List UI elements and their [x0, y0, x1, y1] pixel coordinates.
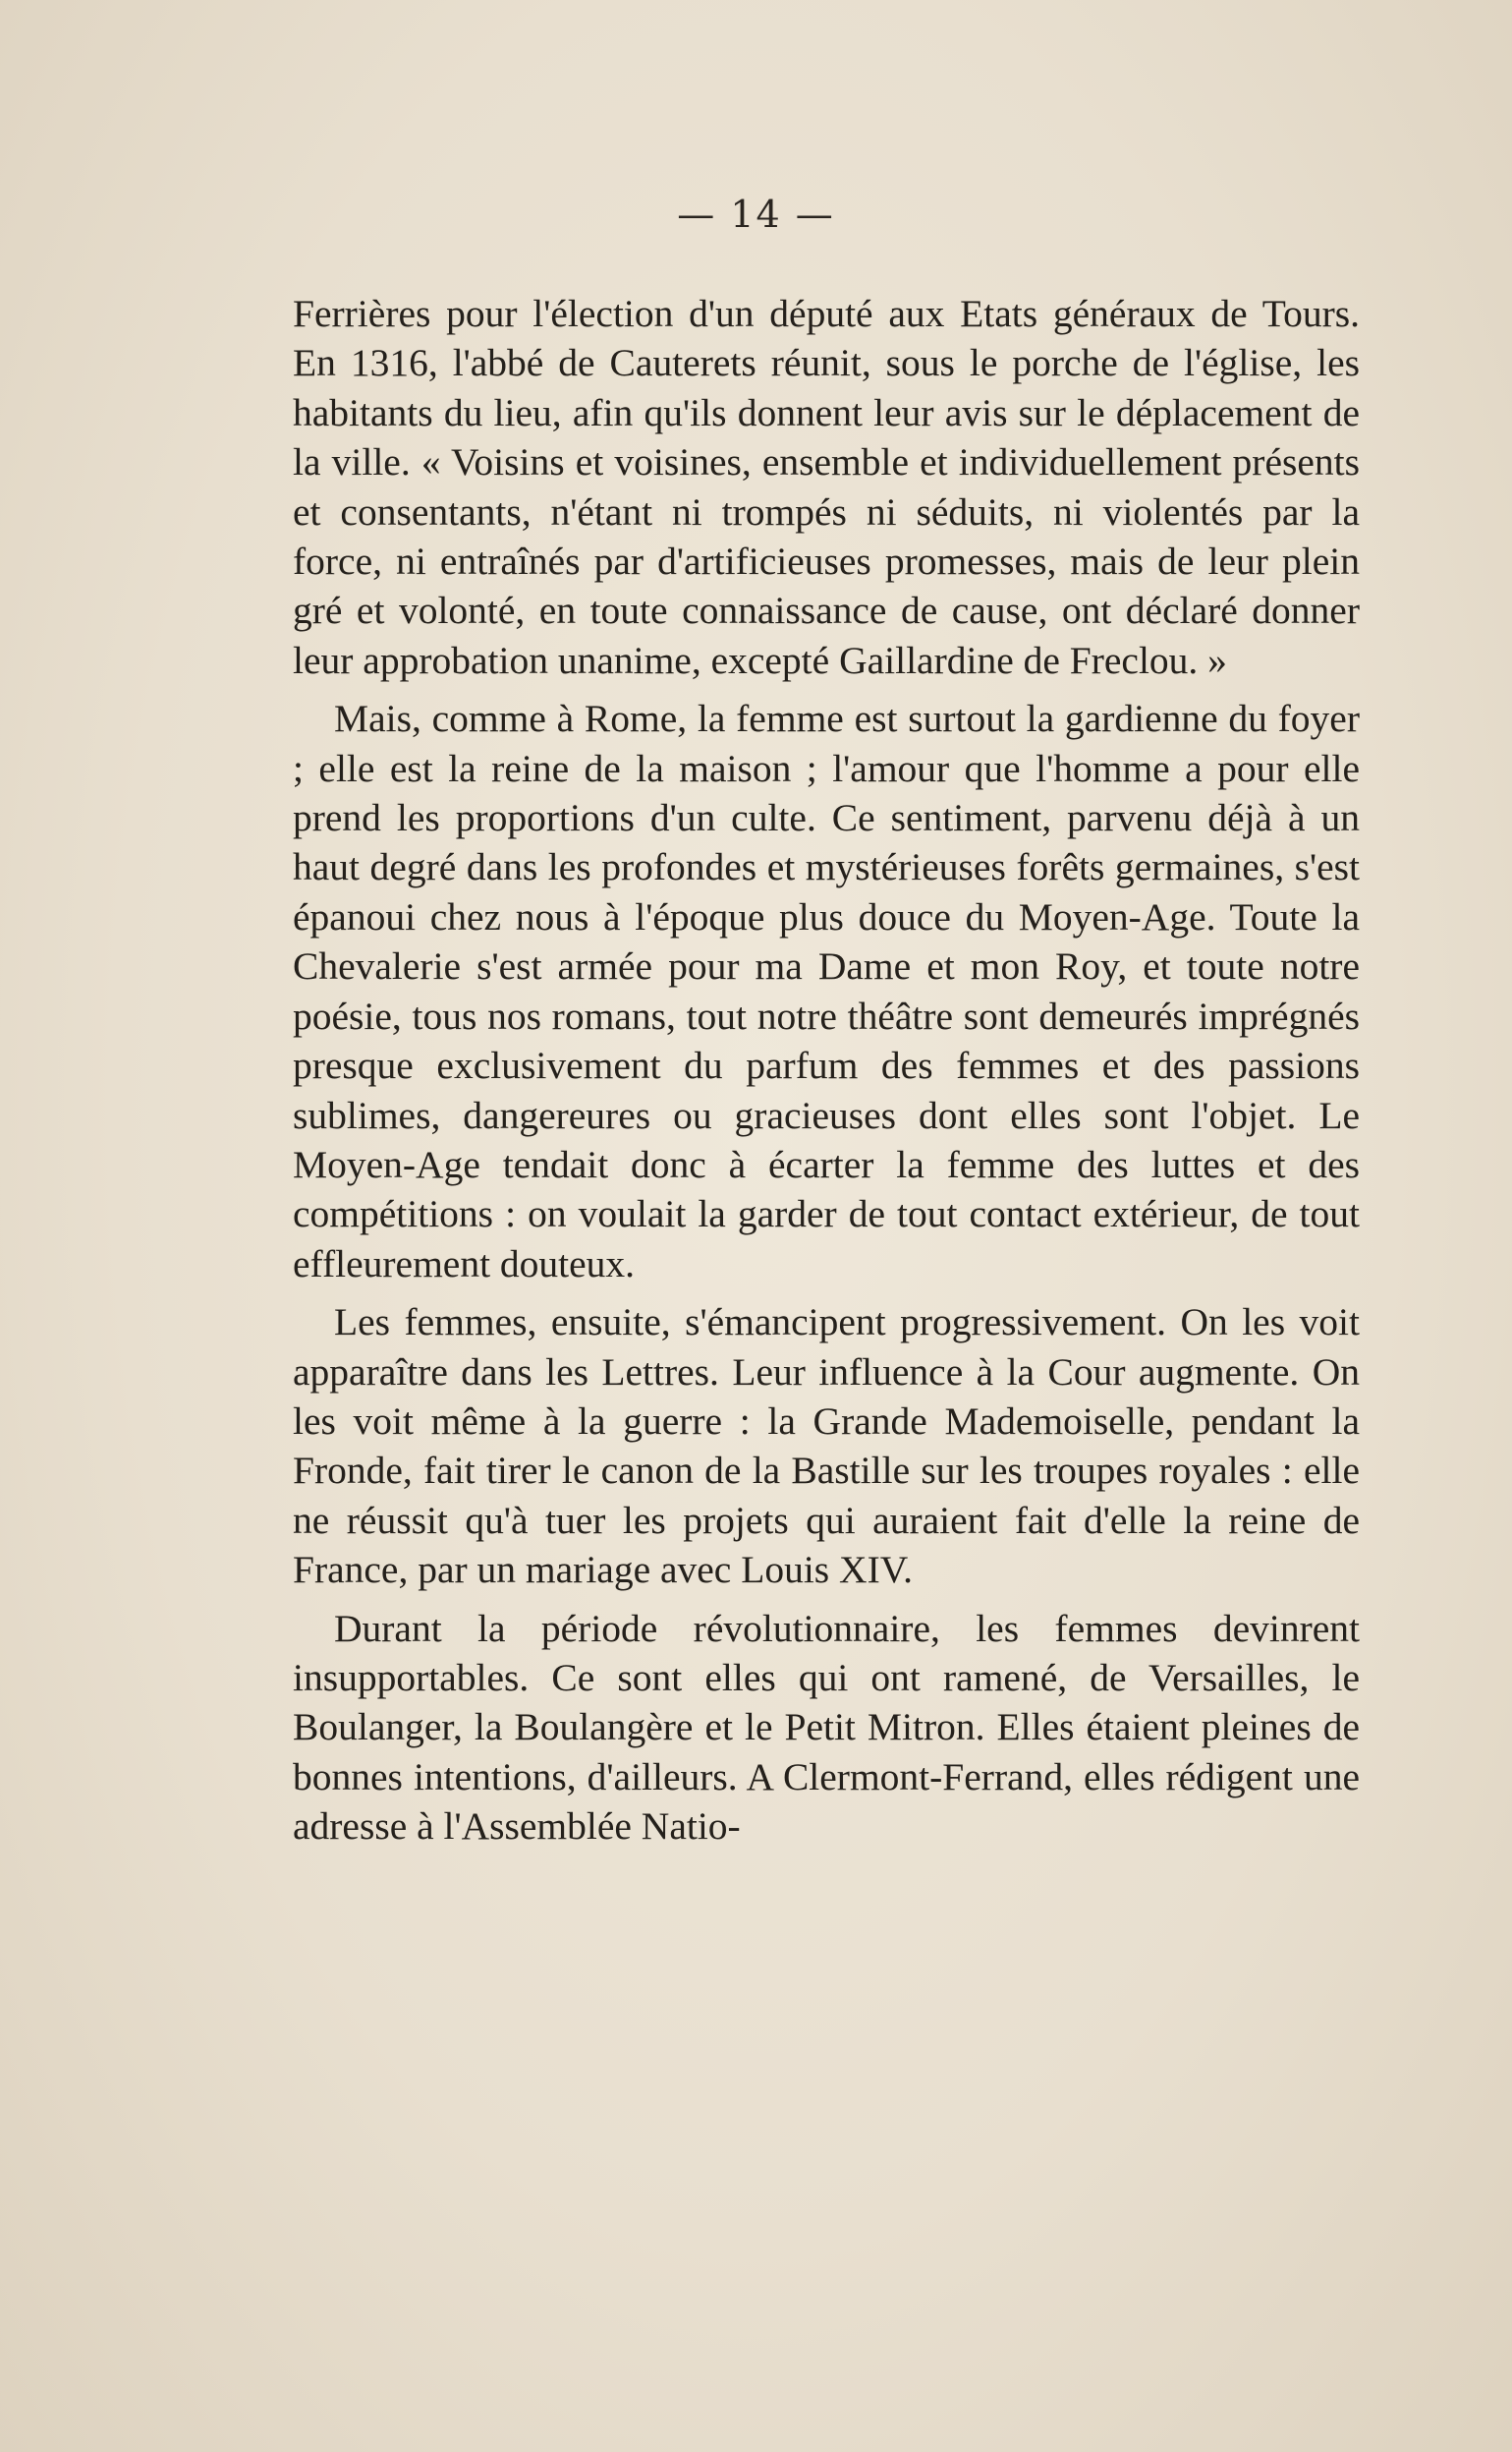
paragraph: Les femmes, ensuite, s'émancipent progressivement. On les voit apparaître dans les Lettres. Leur influence à la Cour augmente. On les voit même à la guerre : la Grande Mademoiselle, pendant la Fronde, fait tirer le canon de la Bastille sur les troupes royales : elle ne réussit qu'à tuer les projets qui auraient fait d'elle la reine de France, par un mariage avec Louis XIV. [293, 1300, 1360, 1592]
page-number: — 14 — [677, 193, 835, 236]
body-text [293, 289, 1360, 1860]
paragraph-continuation: Ferrières pour l'élection d'un député aux Etats généraux de Tours. En 1316, l'abbé de Cauterets réunit, sous le porche de l'église, les habitants du lieu, afin qu'ils donnent leur avis sur le déplacement de la ville. « Voisins et voisines, ensemble et individuellement présents et consentants, n'étant ni trompés ni séduits, ni violentés par la force, ni entraînés par d'artificieuses promesses, mais de leur plein gré et volonté, en toute connaissance de cause, ont déclaré donner leur approbation unanime, excepté Gaillardine de Freclou. » [293, 292, 1360, 682]
paragraph: Mais, comme à Rome, la femme est surtout la gardienne du foyer ; elle est la reine de la maison ; l'amour que l'homme a pour elle prend les proportions d'un culte. Ce sentiment, parvenu déjà à un haut degré dans les profondes et mystérieuses forêts germaines, s'est épanoui chez nous à l'époque plus douce du Moyen-Age. Toute la Chevalerie s'est armée pour ma Dame et mon Roy, et toute notre poésie, tous nos romans, tout notre théâtre sont demeurés imprégnés presque exclusivement du parfum des femmes et des passions sublimes, dangereures ou gracieuses dont elles sont l'objet. Le Moyen-Age tendait donc à écarter la femme des luttes et des compétitions : on voulait la garder de tout contact extérieur, de tout effleurement douteux. [293, 697, 1360, 1285]
paragraph: Durant la période révolutionnaire, les femmes devinrent insupportables. Ce sont elles qui ont ramené, de Versailles, le Boulanger, la Boulangère et le Petit Mitron. Elles étaient pleines de bonnes intentions, d'ailleurs. A Clermont-Ferrand, elles rédigent une adresse à l'Assemblée Natio- [293, 1606, 1360, 1849]
